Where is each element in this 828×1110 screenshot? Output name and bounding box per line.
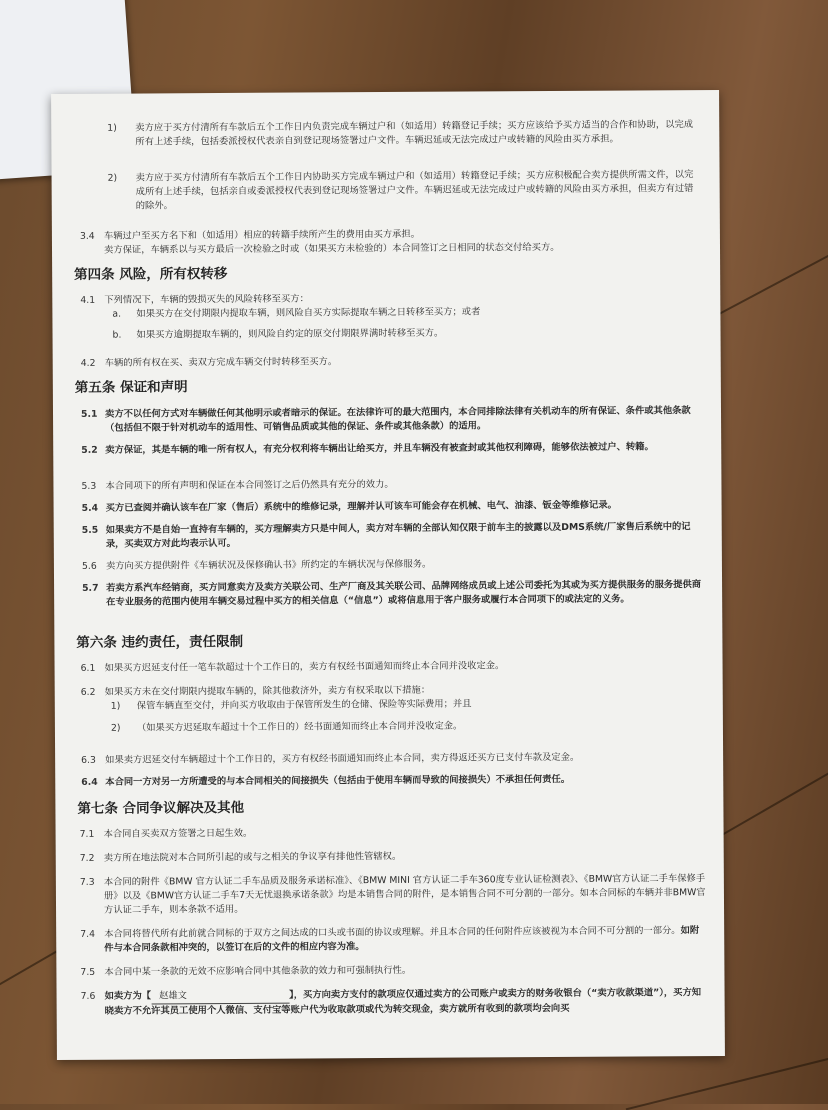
item-text: 卖方保证，其是车辆的唯一所有权人，有充分权利将车辆出让给买方，并且车辆没有被查封或其他权利障碍，能够依法被过户、转籍。 bbox=[105, 441, 654, 456]
list-item bbox=[55, 718, 723, 734]
section-heading: 第七条 合同争议解决及其他 bbox=[77, 799, 245, 817]
section-heading: 第六条 违约责任，责任限制 bbox=[76, 633, 244, 651]
item-number: 5.2 bbox=[81, 444, 98, 456]
item-text: 本合同将替代所有此前就合同标的于双方之间达成的口头或书面的协议或理解。并且本合同的任何附件应该被视为本合同不可分割的一部分。如附件与本合同条款相冲突的，以签订在后的文件的相应内容为准。 bbox=[104, 925, 700, 954]
item-number: 4.1 bbox=[80, 294, 96, 306]
item-number: 7.4 bbox=[80, 928, 96, 940]
list-item bbox=[52, 168, 720, 212]
item-text: 买方已查阅并确认该车在厂家（售后）系统中的维修记录，理解并认可该车可能会存在机械、电气、油漆、钣金等维修记录。 bbox=[105, 499, 617, 514]
item-text: 卖方应于买方付清所有车款后五个工作日内协助买方完成车辆过户和（如适用）转籍登记手续；买方应积极配合卖方提供所需文件，以完成所有上述手续，包括亲自或委派授权代表到登记现场签署过户文件。车辆迟延或无法完成过户或转籍的风险由买方承担，但卖方有过错的除外。 bbox=[135, 169, 694, 212]
item-number: a. bbox=[112, 308, 122, 320]
item-text: 如果卖方迟延交付车辆超过十个工作日的，买方有权经书面通知而终止本合同，卖方得返还买方已支付车款及定金。 bbox=[105, 751, 580, 766]
item-number: 1) bbox=[107, 122, 117, 134]
item-text: 如果卖方不是自始一直持有车辆的，买方理解卖方只是中间人，卖方对车辆的全部认知仅限于前车主的披露以及DMS系统/厂家售后系统中的记录，买卖双方对此均表示认可。 bbox=[105, 521, 691, 550]
item-text: 如果买方在交付期限内提取车辆，则风险自买方实际提取车辆之日转移至买方；或者 bbox=[136, 306, 481, 320]
item-number: 2) bbox=[110, 722, 121, 734]
item-text: 若卖方系汽车经销商，买方同意卖方及卖方关联公司、生产厂商及其关联公司、品牌网络成员或上述公司委托为其或为买方提供服务的服务提供商在专业服务的范围内使用车辆交易过程中买方的相关信息（“信息”）或将信息用于客户服务或履行本合同项下的或法定的义务。 bbox=[106, 579, 702, 608]
item-number: 5.3 bbox=[81, 480, 97, 492]
list-item bbox=[56, 924, 724, 954]
item-number: 6.4 bbox=[81, 776, 98, 788]
item-number: 6.1 bbox=[80, 662, 96, 674]
list-item bbox=[56, 848, 724, 864]
item-number: 6.2 bbox=[80, 686, 96, 698]
section-heading: 第四条 风险，所有权转移 bbox=[74, 265, 228, 283]
list-item bbox=[55, 750, 723, 766]
item-number: 5.1 bbox=[80, 408, 98, 420]
list-item bbox=[54, 556, 722, 572]
item-text: 本合同中某一条款的无效不应影响合同中其他条款的效力和可强制执行性。 bbox=[104, 964, 412, 978]
item-text: 卖方不以任何方式对车辆做任何其他明示或者暗示的保证。在法律许可的最大范围内，本合同排除法律有关机动车的所有保证、条件或其他条款（包括但不限于针对机动车的适用性、可销售品质或其他的保证、条件或其他条款）的适用。 bbox=[104, 405, 691, 434]
list-item bbox=[53, 440, 721, 456]
item-number: 7.1 bbox=[79, 828, 95, 840]
list-item bbox=[52, 325, 720, 341]
item-number: 1) bbox=[110, 700, 121, 712]
item-number: 7.3 bbox=[79, 876, 95, 888]
item-text: 如果买方迟延支付任一笔车款超过十个工作日的，卖方有权经书面通知而终止本合同并没收定金。 bbox=[104, 660, 505, 674]
list-item bbox=[53, 476, 721, 492]
item-text: 卖方保证，车辆系以与买方最后一次检验之时或（如果买方未检验的）本合同签订之日相同的状态交付给买方。 bbox=[103, 241, 560, 256]
section-heading: 第五条 保证和声明 bbox=[74, 379, 188, 396]
item-text: 保管车辆直至交付，并向买方收取由于保管所发生的仓储、保险等实际费用；并且 bbox=[136, 698, 472, 712]
list-item bbox=[53, 404, 721, 434]
list-item bbox=[52, 290, 720, 306]
item-number: 7.5 bbox=[80, 966, 96, 978]
list-item bbox=[55, 658, 723, 674]
item-number: 5.4 bbox=[81, 502, 99, 514]
item-text: 本合同项下的所有声明和保证在本合同签订之后仍然具有充分的效力。 bbox=[105, 478, 394, 492]
item-text: 如卖方为【 赵雄文 】，买方向卖方支付的款项应仅通过卖方的公司账户或卖方的财务收银台（“卖方收款渠道”），买方知晓卖方不允许其员工使用个人微信、支付宝等账户代为收取款项或代为转交现金，卖方就所有收到的款项均会向买 bbox=[104, 987, 702, 1017]
item-text: 卖方向买方提供附件《车辆状况及保修确认书》所约定的车辆状况与保修服务。 bbox=[105, 558, 432, 572]
list-item bbox=[53, 353, 721, 369]
list-item bbox=[54, 498, 722, 514]
list-item bbox=[55, 682, 723, 698]
item-number: 5.6 bbox=[81, 560, 97, 572]
list-item bbox=[51, 118, 719, 148]
list-item bbox=[56, 872, 724, 916]
item-text: 下列情况下，车辆的毁损灭失的风险转移至买方： bbox=[104, 293, 309, 306]
item-number: 7.2 bbox=[79, 852, 95, 864]
list-item bbox=[52, 226, 720, 256]
seller-name-field: 赵雄文 bbox=[151, 989, 289, 1005]
list-item bbox=[54, 520, 722, 550]
item-number: 5.7 bbox=[82, 582, 99, 594]
item-text: （如果买方迟延取车超过十个工作日的）经书面通知而终止本合同并没收定金。 bbox=[136, 720, 463, 734]
item-text: 本合同自买卖双方签署之日起生效。 bbox=[103, 827, 253, 840]
list-item bbox=[55, 772, 723, 788]
item-number: 5.5 bbox=[81, 524, 99, 536]
item-text: 本合同一方对另一方所遭受的与本合同相关的间接损失（包括由于使用车辆而导致的间接损失）不承担任何责任。 bbox=[105, 773, 571, 788]
item-number: 4.2 bbox=[80, 357, 96, 369]
list-item bbox=[56, 824, 724, 840]
item-number: 2) bbox=[107, 172, 118, 184]
item-text: 卖方所在地法院对本合同所引起的或与之相关的争议享有排他性管辖权。 bbox=[103, 850, 402, 864]
list-item bbox=[54, 578, 722, 608]
contract-page bbox=[51, 90, 725, 1060]
item-text: 如果买方逾期提取车辆的，则风险自约定的原交付期限界满时转移至买方。 bbox=[136, 327, 444, 341]
item-number: 7.6 bbox=[80, 990, 96, 1002]
item-text: 如果买方未在交付期限内提取车辆的，除其他救济外，卖方有权采取以下措施： bbox=[104, 684, 431, 698]
item-number: 3.4 bbox=[79, 230, 95, 242]
item-text: 车辆的所有权在买、卖双方完成车辆交付时转移至买方。 bbox=[104, 356, 338, 369]
item-text: 车辆过户至买方名下和（如适用）相应的转籍手续所产生的费用由买方承担。 bbox=[103, 228, 421, 242]
list-item bbox=[56, 962, 724, 978]
list-item bbox=[57, 986, 725, 1017]
item-text: 本合同的附件《BMW 官方认证二手车品质及服务承诺标准》、《BMW MINI 官方认证二手车360度专业认证检测表》、《BMW官方认证二手车保修手册》以及《BMW官方认证二手车7天无忧退换承诺条款》均是本销售合同的附件，是本销售合同不可分割的一部分。如本合同标的车辆并非BMW官方认证二手车，则本条款不适用。 bbox=[103, 873, 706, 916]
item-text: 卖方应于买方付清所有车款后五个工作日内负责完成车辆过户和（如适用）转籍登记手续；买方应该给予买方适当的合作和协助，以完成所有上述手续，包括委派授权代表亲自到登记现场签署过户文件。车辆迟延或无法完成过户或转籍的风险由买方承担。 bbox=[135, 119, 694, 148]
item-number: 6.3 bbox=[81, 754, 96, 766]
item-number: b. bbox=[112, 329, 122, 341]
